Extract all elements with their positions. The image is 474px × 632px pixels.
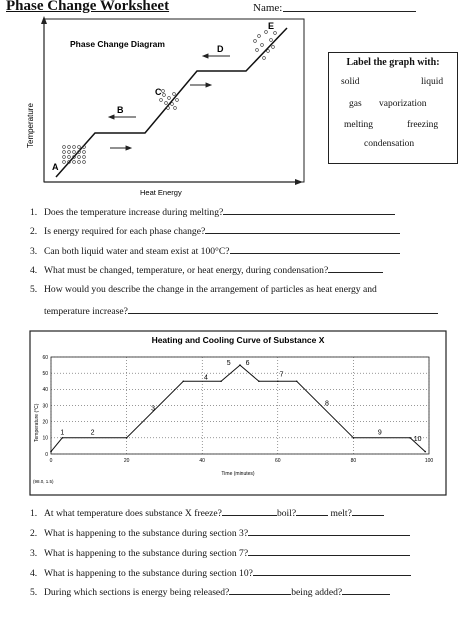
- term-freezing: freezing: [407, 120, 439, 130]
- curve-point: [277, 380, 279, 382]
- section-label: 3: [151, 405, 156, 413]
- question-1-5-continued: temperature increase?: [44, 305, 438, 317]
- x-tick-label: 80: [350, 458, 357, 464]
- answer-blank[interactable]: [223, 206, 395, 215]
- answer-blank[interactable]: [222, 507, 277, 516]
- point-label-d: D: [217, 44, 224, 54]
- section-label: 2: [90, 429, 95, 437]
- y-tick-label: 40: [42, 387, 48, 394]
- chart-x-label: Time (minutes): [221, 471, 255, 477]
- x-tick-label: 0: [49, 458, 53, 464]
- liquid-particles: [160, 90, 179, 110]
- answer-blank[interactable]: [229, 586, 291, 595]
- diagram-title: Phase Change Diagram: [70, 39, 165, 49]
- section-label: 1: [60, 429, 65, 437]
- section-label: 5: [226, 360, 231, 368]
- question-1-4: 4. What must be changed, temperature, or heat energy, during condensation?: [30, 264, 383, 276]
- question-2-2: 2. What is happening to the substance during section 3?: [30, 527, 410, 539]
- arrow-left-1-head: [109, 115, 114, 119]
- arrow-right-2-head: [206, 83, 211, 87]
- curve-point: [126, 437, 128, 439]
- curve-point: [50, 451, 52, 453]
- question-2-1: 1. At what temperature does substance X freeze? boil? melt?: [30, 507, 384, 519]
- question-2-4: 4. What is happening to the substance during section 10?: [30, 567, 411, 579]
- point-label-b: B: [117, 105, 124, 115]
- diagram-x-label: Heat Energy: [140, 188, 182, 197]
- x-tick-label: 100: [424, 458, 434, 464]
- arrows: [109, 54, 230, 150]
- y-tick-label: 30: [42, 403, 48, 410]
- question-1-1: 1. Does the temperature increase during melting?: [30, 206, 395, 218]
- answer-blank[interactable]: [342, 586, 390, 595]
- term-condensation: condensation: [364, 139, 415, 149]
- x-tick-label: 20: [123, 458, 130, 464]
- curve-point: [353, 437, 355, 439]
- worksheet-title: Phase Change Worksheet: [6, 0, 170, 14]
- section-label: 7: [279, 371, 284, 379]
- arrow-left-2-head: [203, 54, 208, 58]
- curve-point: [62, 437, 64, 439]
- curve-point: [239, 364, 241, 366]
- y-tick-label: 0: [45, 451, 48, 458]
- answer-blank[interactable]: [128, 305, 438, 314]
- label-box-title: Label the graph with:: [346, 57, 440, 68]
- chart-title: Heating and Cooling Curve of Substance X: [151, 335, 325, 345]
- term-vaporization: vaporization: [379, 99, 427, 109]
- curve-point: [409, 437, 411, 439]
- question-1-5: 5. How would you describe the change in the arrangement of particles as heat energy and: [30, 284, 377, 295]
- chart-origin-note: (98.0, 1.5): [33, 479, 54, 484]
- heating-cooling-chart: [29, 330, 447, 496]
- term-solid: solid: [341, 77, 360, 87]
- section-label: 6: [245, 360, 250, 368]
- curve-point: [220, 380, 222, 382]
- term-liquid: liquid: [421, 77, 444, 87]
- label-box: [328, 52, 458, 164]
- chart-y-label: Temperature (°C): [34, 403, 40, 442]
- y-tick-label: 50: [42, 370, 48, 377]
- answer-blank[interactable]: [328, 264, 383, 273]
- point-label-e: E: [268, 21, 275, 31]
- answer-blank[interactable]: [352, 507, 384, 516]
- answer-blank[interactable]: [253, 567, 411, 576]
- section-label: 10: [413, 436, 422, 444]
- point-label-a: A: [52, 162, 59, 172]
- x-tick-label: 40: [199, 458, 205, 464]
- x-tick-label: 60: [275, 458, 281, 464]
- curve-point: [183, 380, 185, 382]
- y-tick-label: 10: [42, 435, 48, 442]
- question-2-3: 3. What is happening to the substance during section 7?: [30, 547, 410, 559]
- term-gas: gas: [349, 99, 362, 109]
- answer-blank[interactable]: [248, 527, 410, 536]
- curve-point: [296, 380, 298, 382]
- point-label-c: C: [155, 87, 162, 97]
- answer-blank[interactable]: [205, 225, 400, 234]
- diagram-y-label: Temperature: [26, 103, 35, 148]
- answer-blank[interactable]: [296, 507, 328, 516]
- section-label: 4: [204, 374, 208, 382]
- curve-point: [424, 451, 426, 453]
- y-tick-label: 20: [42, 419, 48, 426]
- y-axis-arrowhead: [41, 16, 47, 24]
- section-label: 8: [324, 400, 329, 408]
- section-label: 9: [377, 429, 382, 437]
- question-1-2: 2. Is energy required for each phase change?: [30, 225, 400, 237]
- question-1-3: 3. Can both liquid water and steam exist at 100°C?: [30, 245, 400, 257]
- curve-point: [258, 380, 260, 382]
- answer-blank[interactable]: [230, 245, 400, 254]
- y-tick-label: 60: [42, 354, 48, 361]
- x-axis-arrowhead: [295, 179, 303, 185]
- answer-blank[interactable]: [248, 547, 410, 556]
- term-melting: melting: [344, 120, 374, 130]
- name-label: Name:: [253, 2, 283, 14]
- arrow-right-1-head: [126, 146, 131, 150]
- gas-particles: [254, 31, 277, 60]
- question-2-5: 5. During which sections is energy being released? being added?: [30, 586, 390, 598]
